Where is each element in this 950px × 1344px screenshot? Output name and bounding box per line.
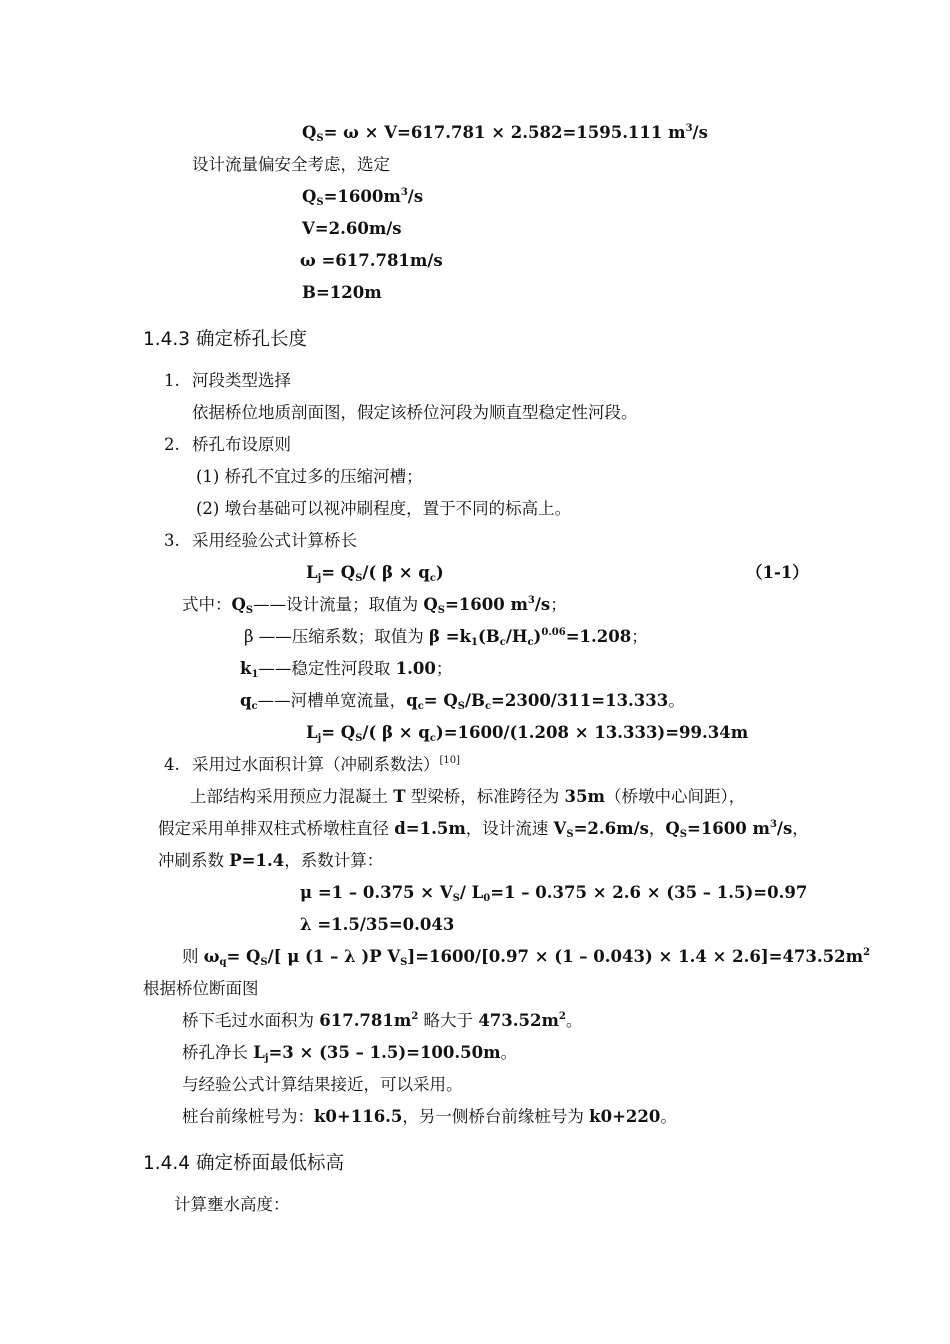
heading-143: 1.4.3 确定桥孔长度 xyxy=(143,329,307,350)
omega-eq: 则 $\omega_q= Q_S/$[ μ (1 – λ )P $V_S]=1600/[0.97 \times (1 - 0.043) \times 1.4 \times 2.6]=473.52m^2$ xyxy=(182,947,871,968)
mu-eq: $\mu =1 - 0.375 \times V_S/$ $L_0=1 - 0.375 \times 2.6 \times (35 - 1.5)=0.97$ xyxy=(300,883,808,904)
para-line2: 假定采用单排双柱式桥墩柱直径 d=1.5m，设计流速 $V_S=2.6m/s$，$Q_S=1600$ $m^3/s$， xyxy=(158,819,809,840)
item4-ref: [10] xyxy=(439,755,461,766)
item1-title: 河段类型选择 xyxy=(192,371,291,390)
para-line3: 冲刷系数 P=1.4，系数计算： xyxy=(158,851,384,870)
net-length: 桥孔净长 $L_j=3 \times (35 - 1.5)=100.50m$。 xyxy=(182,1043,518,1064)
item1-text: 依据桥位地质剖面图，假定该桥位河段为顺直型稳定性河段。 xyxy=(192,403,638,422)
para-line1: 上部结构采用预应力混凝土 T 型梁桥，标准跨径为 35m（桥墩中心间距）， xyxy=(190,787,746,806)
qs-value: $Q_S=1600m^3/s$ xyxy=(302,187,424,208)
design-note: 设计流量偏安全考虑，选定 xyxy=(192,155,390,174)
where-k1: $k_1——$稳定性河段取 1.00； xyxy=(240,659,453,680)
v-value: V=2.60m/s xyxy=(302,219,402,238)
where-qs: 式中：$Q_S——$设计流量；取值为 $Q_S=1600$ $m^3/s$； xyxy=(182,595,567,616)
eq-number: （1-1） xyxy=(746,563,809,582)
eq-result: $L_j= Q_S/$( $\beta \times q_c)=1600/(1.208 \times 13.333)=99.34m$ xyxy=(306,723,749,744)
item4-num: 4. xyxy=(164,755,180,774)
item1-num: 1. xyxy=(164,371,180,390)
item4-title-text: 采用过水面积计算（冲刷系数法） xyxy=(192,755,440,774)
omega-value: ω =617.781m/s xyxy=(300,251,443,270)
stake-note: 桩台前缘桩号为：k0+116.5，另一侧桥台前缘桩号为 k0+220。 xyxy=(182,1107,677,1126)
compare-note: 与经验公式计算结果接近，可以采用。 xyxy=(182,1075,463,1094)
first-line-144: 计算壅水高度： xyxy=(174,1195,290,1214)
lambda-eq: λ =1.5/35=0.043 xyxy=(300,915,455,934)
section-ref: 根据桥位断面图 xyxy=(143,979,259,998)
where-beta: β ——压缩系数；取值为 $\beta =k_1(B_c/H_c)^{0.06}=1.208$； xyxy=(244,627,648,648)
item2-num: 2. xyxy=(164,435,180,454)
item2-title: 桥孔布设原则 xyxy=(192,435,291,454)
item3-title: 采用经验公式计算桥长 xyxy=(192,531,357,550)
eq-main: $L_j= Q_S/$( $\beta \times q_c$) xyxy=(306,563,444,584)
formula-qs: $Q_S= \omega \times V=617.781 \times 2.582=1595.111$ $m^3/s$ xyxy=(302,123,708,144)
where-qc: $q_c——$河槽单宽流量，$q_c= Q_S/B_c=2300/311=13.333$。 xyxy=(240,691,685,712)
item2-p2: (2) 墩台基础可以视冲刷程度，置于不同的标高上。 xyxy=(196,499,572,518)
area-note: 桥下毛过水面积为 $617.781m^2$ 略大于 $473.52m^2$。 xyxy=(182,1011,583,1030)
item2-p1: (1) 桥孔不宜过多的压缩河槽； xyxy=(196,467,423,486)
item4-title xyxy=(192,754,460,776)
b-value: B=120m xyxy=(302,283,382,302)
item3-num: 3. xyxy=(164,531,180,550)
heading-144: 1.4.4 确定桥面最低标高 xyxy=(143,1153,344,1174)
